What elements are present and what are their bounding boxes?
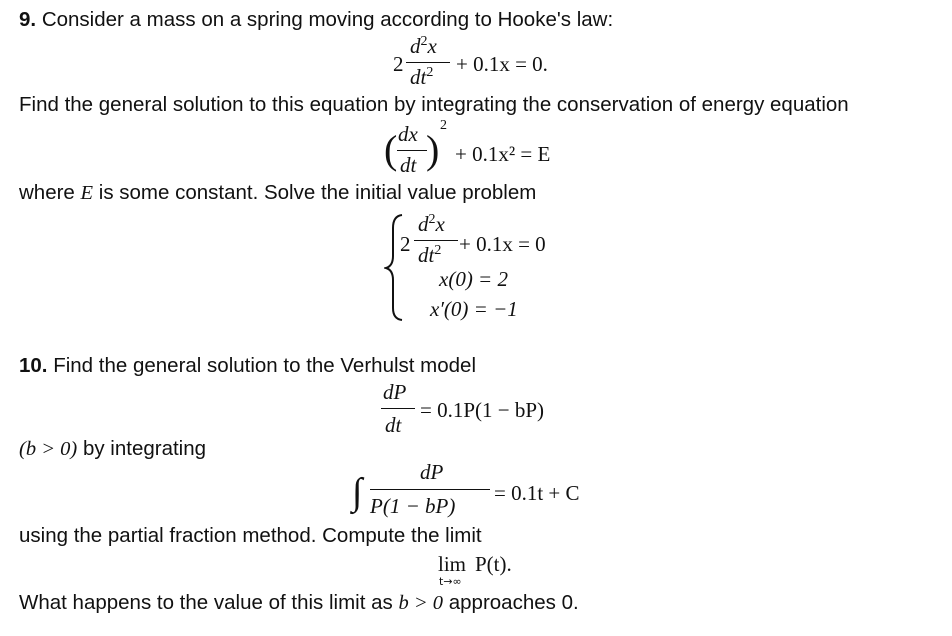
ivp-intro-text: where E is some constant. Solve the initial value problem bbox=[19, 181, 537, 204]
equation-rest: = 0.1P(1 − bP) bbox=[420, 398, 545, 422]
derivative-fraction bbox=[381, 380, 415, 438]
fraction-bar bbox=[397, 150, 427, 151]
left-paren: ( bbox=[384, 127, 398, 172]
integral-sign: ∫ bbox=[352, 471, 363, 513]
coefficient: 2 bbox=[400, 232, 411, 256]
fraction-bar bbox=[414, 240, 458, 241]
equation-rest: + 0.1x = 0 bbox=[459, 232, 546, 256]
problem-intro: Consider a mass on a spring moving according to Hooke's law: bbox=[41, 8, 614, 31]
fraction-denominator: P(1 − bP) bbox=[370, 494, 456, 518]
fraction-numerator: $d^2x$ bbox=[418, 212, 445, 236]
fraction-numerator: dP bbox=[420, 460, 444, 484]
second-derivative-fraction bbox=[406, 34, 450, 90]
lim-argument: P(t). bbox=[475, 552, 512, 576]
energy-method-text: Find the general solution to this equation by integrating the conservation of energy equation bbox=[19, 93, 849, 116]
parameter-condition: b > 0 bbox=[398, 592, 444, 614]
fraction-denominator: $dt^2$ bbox=[410, 65, 434, 89]
problem-number: 9. bbox=[19, 8, 37, 31]
fraction-bar bbox=[370, 489, 490, 490]
velocity-fraction bbox=[397, 122, 427, 178]
integrand-fraction bbox=[370, 460, 490, 520]
fraction-numerator: $d^2x$ bbox=[410, 34, 437, 58]
lim-subscript: t→∞ bbox=[439, 575, 462, 588]
power: 2 bbox=[440, 118, 447, 133]
parameter-condition: (b > 0) bbox=[19, 438, 78, 460]
lim-word: lim bbox=[438, 552, 467, 576]
fraction-denominator: dt bbox=[400, 153, 417, 177]
initial-velocity: x′(0) = −1 bbox=[430, 297, 518, 321]
problem-intro: Find the general solution to the Verhulst model bbox=[53, 354, 476, 377]
problem-10-statement bbox=[19, 354, 476, 378]
fraction-numerator: dP bbox=[383, 380, 407, 404]
equation-rest: = 0.1t + C bbox=[494, 481, 580, 505]
energy-constant: E bbox=[80, 182, 94, 204]
left-brace bbox=[384, 212, 406, 322]
right-paren: ) bbox=[426, 127, 440, 172]
fraction-numerator: dx bbox=[398, 122, 418, 146]
problem-9-statement bbox=[19, 8, 613, 32]
integrating-text: (b > 0) by integrating bbox=[19, 437, 207, 460]
initial-position: x(0) = 2 bbox=[439, 267, 508, 291]
fraction-denominator: $dt^2$ bbox=[418, 243, 442, 267]
equation-rest: + 0.1x² = E bbox=[455, 142, 551, 166]
partial-fraction-text: using the partial fraction method. Compute the limit bbox=[19, 524, 482, 547]
fraction-bar bbox=[406, 62, 450, 63]
coefficient: 2 bbox=[393, 52, 404, 76]
equation-rest: + 0.1x = 0. bbox=[456, 52, 548, 76]
problem-number: 10. bbox=[19, 354, 48, 377]
fraction-denominator: dt bbox=[385, 413, 402, 437]
limit-question-text: What happens to the value of this limit as b > 0 approaches 0. bbox=[19, 591, 579, 614]
second-derivative-fraction bbox=[414, 212, 458, 268]
fraction-bar bbox=[381, 408, 415, 409]
